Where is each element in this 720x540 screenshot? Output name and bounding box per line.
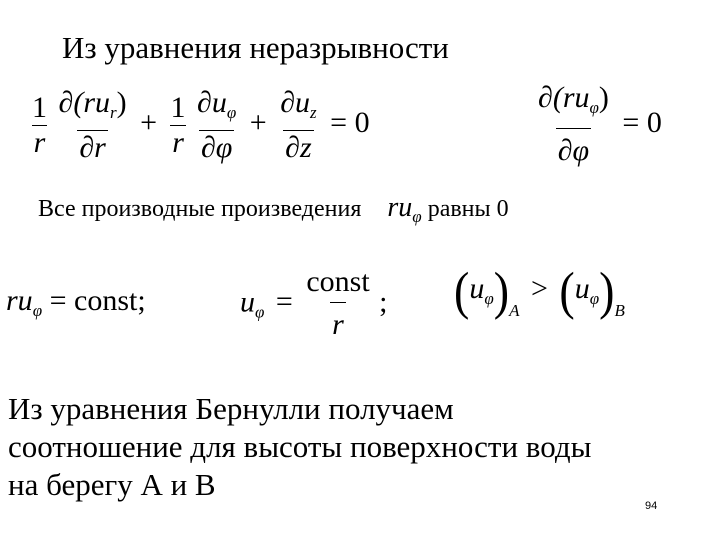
greater-than: > [530, 272, 548, 305]
subscript: φ [412, 207, 422, 226]
expr-ru: ru [387, 192, 413, 223]
expr-u: u [469, 272, 485, 305]
denominator: r [330, 302, 346, 347]
equals-zero: = 0 [622, 106, 662, 140]
fraction-d-uphi-dphi [195, 86, 238, 165]
subscript: r [110, 103, 117, 122]
statement-text: Все производные произведения [38, 196, 362, 222]
semicolon: ; [379, 285, 388, 319]
fraction-d-ruphi-dphi [536, 78, 611, 173]
subscript: φ [226, 103, 237, 122]
paragraph-line: соотношение для высоты поверхности воды [8, 429, 592, 464]
numerator: const [306, 265, 370, 298]
expr-u: u [574, 272, 590, 305]
subscript: φ [484, 289, 494, 308]
subscript: φ [589, 289, 600, 308]
equals-zero: = 0 [330, 106, 370, 140]
slide-heading: Из уравнения неразрывности [62, 30, 449, 65]
denominator: ∂r [79, 131, 106, 164]
index-b: B [614, 301, 625, 320]
denominator: ∂φ [556, 128, 591, 173]
equals-const: = const; [49, 284, 146, 317]
expr-ru: ru [6, 284, 33, 317]
equals-sign: = [275, 285, 293, 319]
denominator: r [172, 126, 184, 159]
subscript: z [310, 103, 317, 122]
bernoulli-paragraph [8, 390, 591, 504]
result-ru-const [6, 284, 146, 321]
fraction-d-rur-dr [57, 86, 129, 165]
numerator: 1 [32, 91, 47, 124]
fraction-const-over-r [304, 262, 371, 347]
subscript: φ [255, 302, 265, 322]
plus-sign: + [140, 106, 158, 140]
fraction-d-uz-dz [278, 86, 318, 165]
statement-text-end: равны 0 [427, 196, 509, 222]
subscript: φ [32, 301, 43, 320]
subscript: φ [589, 98, 599, 117]
paragraph-line: Из уравнения Бернулли получаем [8, 391, 454, 426]
fraction-1-over-r [169, 91, 188, 160]
paren-close: ) [598, 81, 609, 114]
denominator: ∂z [285, 131, 312, 164]
paragraph-line: на берегу А и В [8, 467, 216, 502]
numerator: ∂(ru [58, 86, 110, 119]
denominator: ∂φ [200, 131, 233, 164]
derivatives-statement [38, 192, 509, 227]
fraction-1-over-r [30, 91, 49, 160]
numerator: ∂u [280, 86, 311, 119]
denominator: r [33, 126, 46, 159]
numerator: ∂u [197, 86, 227, 119]
plus-sign: + [249, 106, 267, 140]
continuity-equation [30, 86, 374, 165]
result-u-const-over-r [240, 262, 388, 347]
numerator: 1 [170, 91, 186, 124]
expr-u: u [240, 285, 255, 319]
page-number: 94 [645, 500, 658, 512]
index-a: A [509, 301, 520, 320]
velocity-comparison: $(u_\varphi)_A > (u_\varphi)_B$ [454, 261, 625, 320]
paren-close: ) [116, 86, 127, 119]
numerator: ∂(ru [538, 81, 590, 114]
reduced-equation [536, 78, 666, 173]
